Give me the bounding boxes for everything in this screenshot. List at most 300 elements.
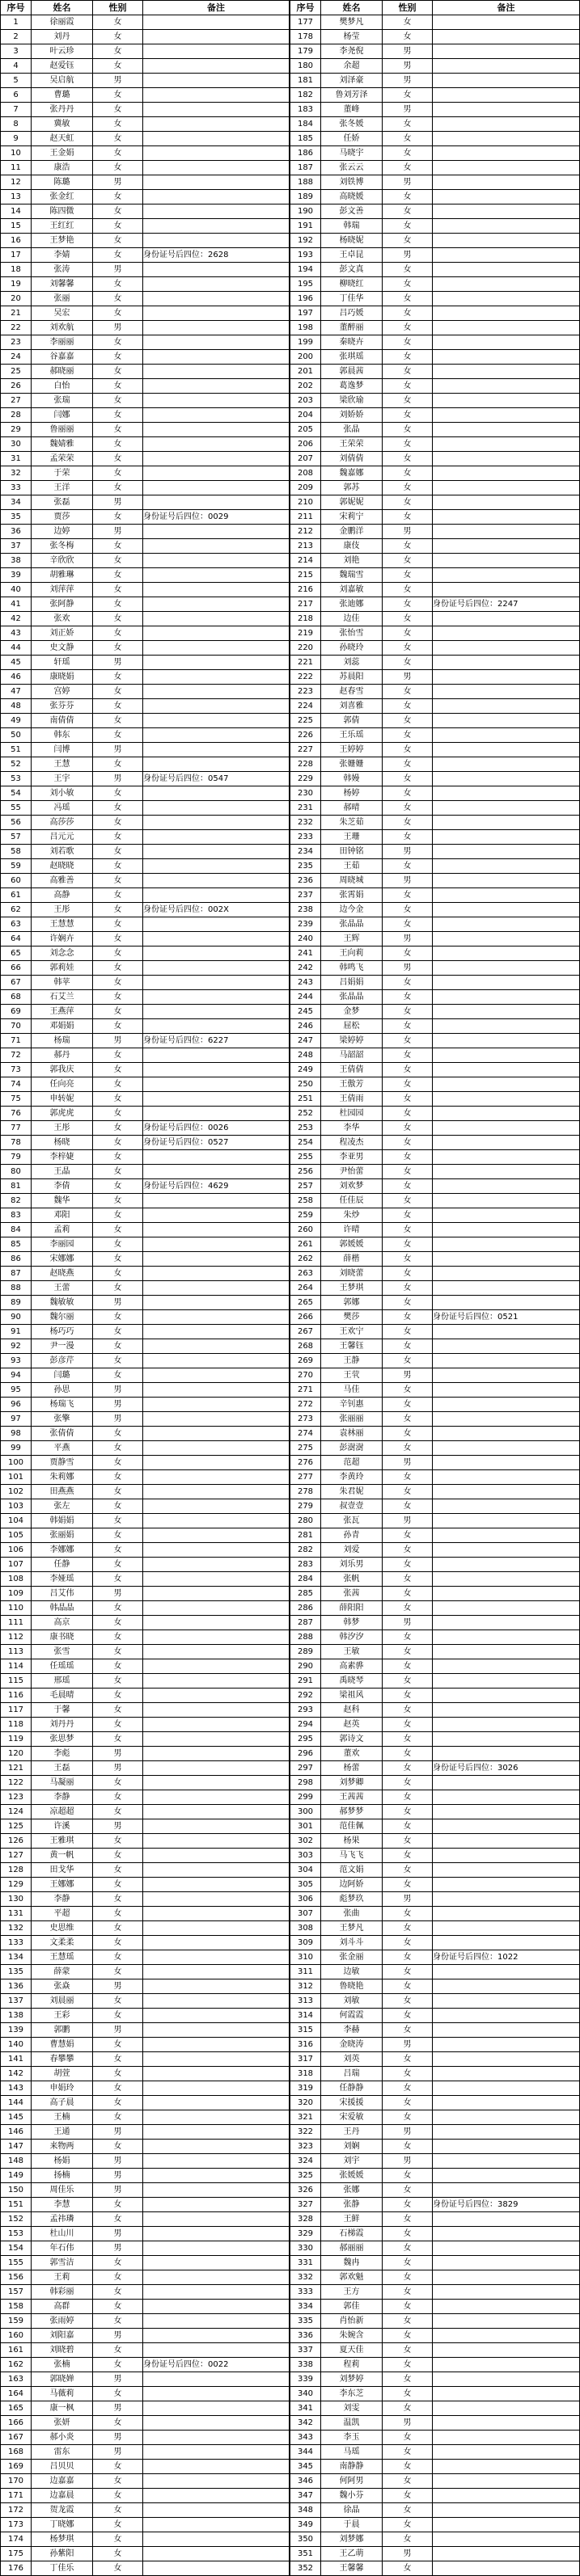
row-name: 王蕾	[32, 1281, 93, 1296]
row-note	[433, 1252, 580, 1267]
row-gender: 男	[383, 1368, 433, 1383]
row-gender: 女	[93, 1674, 143, 1689]
row-index: 15	[1, 219, 32, 234]
row-note	[433, 2314, 580, 2329]
table-row	[290, 1194, 580, 1208]
row-index: 89	[1, 1296, 32, 1310]
row-name: 胡雅琳	[32, 568, 93, 583]
row-gender: 女	[93, 510, 143, 525]
table-row	[290, 1645, 580, 1659]
row-name: 张磊	[32, 495, 93, 510]
row-note	[143, 1616, 290, 1630]
row-gender: 女	[93, 1849, 143, 1863]
row-index: 53	[1, 772, 32, 786]
row-index: 195	[290, 277, 321, 292]
row-note	[433, 2561, 580, 2576]
row-index: 333	[290, 2285, 321, 2300]
row-gender: 女	[93, 685, 143, 699]
row-gender: 男	[93, 2227, 143, 2241]
table-row	[1, 641, 290, 656]
table-row	[290, 1063, 580, 1077]
row-index: 263	[290, 1267, 321, 1281]
row-gender: 女	[383, 816, 433, 830]
row-note	[143, 1630, 290, 1645]
table-row	[1, 437, 290, 452]
table-row	[1, 2081, 290, 2096]
row-gender: 男	[93, 2183, 143, 2198]
row-note	[143, 1077, 290, 1092]
row-note	[143, 423, 290, 437]
row-index: 148	[1, 2154, 32, 2169]
row-index: 336	[290, 2329, 321, 2343]
row-name: 郝晓丽	[32, 365, 93, 379]
row-gender: 女	[383, 1179, 433, 1194]
table-row	[290, 1718, 580, 1732]
row-name: 张楠	[32, 2358, 93, 2372]
row-name: 王婷婷	[321, 743, 383, 757]
row-index: 21	[1, 306, 32, 321]
row-note	[143, 306, 290, 321]
row-note	[433, 1790, 580, 1805]
table-row	[1, 2401, 290, 2416]
row-note	[143, 2416, 290, 2431]
row-index: 324	[290, 2154, 321, 2169]
row-note	[143, 219, 290, 234]
row-name: 申转妮	[32, 1092, 93, 1107]
row-name: 马瑶	[321, 2445, 383, 2460]
row-note	[433, 1427, 580, 1441]
row-index: 224	[290, 699, 321, 714]
row-note	[143, 2445, 290, 2460]
row-note	[433, 685, 580, 699]
table-row	[290, 2125, 580, 2140]
row-name: 吕娟娟	[321, 976, 383, 990]
table-row	[1, 1878, 290, 1892]
row-name: 王晶	[32, 1165, 93, 1179]
row-name: 郝晴	[321, 801, 383, 816]
row-index: 121	[1, 1761, 32, 1776]
row-note	[143, 2532, 290, 2547]
row-name: 赵春雪	[321, 685, 383, 699]
row-note	[143, 2547, 290, 2561]
row-note	[143, 1878, 290, 1892]
table-row	[1, 932, 290, 947]
row-name: 张擎	[32, 1412, 93, 1427]
row-name: 吕元元	[32, 830, 93, 845]
row-name: 刘念念	[32, 947, 93, 961]
table-row	[1, 1747, 290, 1761]
row-index: 60	[1, 874, 32, 888]
row-note	[433, 1994, 580, 2009]
row-index: 227	[290, 743, 321, 757]
row-gender: 女	[383, 1121, 433, 1136]
row-index: 84	[1, 1223, 32, 1237]
row-index: 109	[1, 1587, 32, 1601]
table-row	[290, 641, 580, 656]
row-index: 72	[1, 1048, 32, 1063]
row-index: 244	[290, 990, 321, 1005]
row-gender: 女	[93, 830, 143, 845]
row-note	[143, 1965, 290, 1979]
row-name: 禹晓琴	[321, 1674, 383, 1689]
row-name: 魏冉	[321, 2256, 383, 2270]
row-name: 刘倩倩	[321, 452, 383, 466]
table-row	[1, 1805, 290, 1819]
row-gender: 女	[383, 277, 433, 292]
row-index: 123	[1, 1790, 32, 1805]
row-gender: 女	[93, 365, 143, 379]
row-note	[143, 2256, 290, 2270]
row-note	[433, 44, 580, 59]
row-index: 83	[1, 1208, 32, 1223]
table-row	[290, 583, 580, 597]
row-note	[433, 103, 580, 117]
table-row	[290, 1121, 580, 1136]
row-index: 216	[290, 583, 321, 597]
row-note	[433, 321, 580, 335]
table-row	[290, 2270, 580, 2285]
row-note	[433, 874, 580, 888]
row-name: 朱芝茹	[321, 816, 383, 830]
table-row	[1, 2198, 290, 2212]
row-index: 131	[1, 1907, 32, 1921]
row-name: 孟莉	[32, 1223, 93, 1237]
row-note	[143, 2241, 290, 2256]
row-gender: 女	[93, 1121, 143, 1136]
row-name: 高静	[32, 888, 93, 903]
table-row	[290, 1819, 580, 1834]
row-gender: 女	[93, 1528, 143, 1543]
row-index: 231	[290, 801, 321, 816]
row-index: 125	[1, 1819, 32, 1834]
row-name: 刘梦娜	[321, 2532, 383, 2547]
row-name: 平超	[32, 1907, 93, 1921]
table-row	[290, 1208, 580, 1223]
row-gender: 女	[383, 1907, 433, 1921]
row-index: 33	[1, 481, 32, 495]
row-gender: 男	[93, 1761, 143, 1776]
table-row	[1, 161, 290, 175]
row-note	[433, 656, 580, 670]
row-note	[143, 1558, 290, 1572]
table-row	[1, 2372, 290, 2387]
row-note	[143, 728, 290, 743]
table-row	[1, 1194, 290, 1208]
row-name: 朱莉娜	[32, 1470, 93, 1485]
table-row	[1, 699, 290, 714]
row-gender: 女	[93, 1790, 143, 1805]
table-row	[290, 1267, 580, 1281]
row-name: 马韶韶	[321, 1048, 383, 1063]
row-note	[433, 2125, 580, 2140]
row-gender: 女	[93, 466, 143, 481]
table-row	[1, 1092, 290, 1107]
row-index: 294	[290, 1718, 321, 1732]
row-note	[433, 2358, 580, 2372]
row-index: 266	[290, 1310, 321, 1325]
row-gender: 男	[383, 2038, 433, 2052]
row-gender: 女	[93, 990, 143, 1005]
row-name: 文柔柔	[32, 1936, 93, 1950]
row-name: 薛阳阳	[321, 1601, 383, 1616]
row-index: 315	[290, 2023, 321, 2038]
row-note	[143, 699, 290, 714]
row-gender: 女	[93, 204, 143, 219]
table-row	[290, 2241, 580, 2256]
row-name: 陈四微	[32, 204, 93, 219]
row-name: 王辉	[321, 932, 383, 947]
table-row	[1, 2387, 290, 2401]
row-note	[433, 161, 580, 175]
row-gender: 女	[93, 394, 143, 408]
row-index: 199	[290, 335, 321, 350]
row-index: 85	[1, 1237, 32, 1252]
row-name: 王梦琪	[321, 1281, 383, 1296]
row-index: 211	[290, 510, 321, 525]
row-note	[143, 1572, 290, 1587]
row-index: 276	[290, 1456, 321, 1470]
row-note	[433, 234, 580, 248]
row-gender: 男	[383, 2547, 433, 2561]
row-name: 何霞霞	[321, 2009, 383, 2023]
table-row	[290, 1368, 580, 1383]
table-row	[290, 1907, 580, 1921]
row-name: 李东芝	[321, 2387, 383, 2401]
row-index: 144	[1, 2096, 32, 2110]
row-gender: 男	[93, 2241, 143, 2256]
row-index: 225	[290, 714, 321, 728]
row-gender: 女	[93, 2387, 143, 2401]
row-gender: 女	[383, 1587, 433, 1601]
row-name: 张茜	[321, 1587, 383, 1601]
row-name: 魏尔丽	[32, 1310, 93, 1325]
table-row	[290, 1747, 580, 1761]
row-name: 周晓城	[321, 874, 383, 888]
row-gender: 女	[383, 568, 433, 583]
row-name: 王静	[321, 1354, 383, 1368]
row-gender: 女	[383, 699, 433, 714]
row-name: 张雨婷	[32, 2314, 93, 2329]
row-name: 王乙萌	[321, 2547, 383, 2561]
row-note	[433, 1136, 580, 1150]
row-index: 206	[290, 437, 321, 452]
row-gender: 女	[93, 1325, 143, 1339]
row-name: 张妍	[32, 2416, 93, 2431]
table-row	[1, 1703, 290, 1718]
row-gender: 女	[93, 2256, 143, 2270]
row-note	[433, 30, 580, 44]
row-gender: 女	[383, 1398, 433, 1412]
row-note	[143, 641, 290, 656]
row-gender: 女	[383, 1077, 433, 1092]
table-row	[1, 1819, 290, 1834]
row-name: 边嘉嘉	[32, 2474, 93, 2489]
row-gender: 女	[383, 466, 433, 481]
row-index: 301	[290, 1819, 321, 1834]
row-index: 246	[290, 1019, 321, 1034]
row-gender: 女	[383, 626, 433, 641]
row-name: 康伎	[321, 539, 383, 554]
row-note	[433, 1005, 580, 1019]
table-row	[1, 2329, 290, 2343]
row-note	[143, 437, 290, 452]
table-row	[290, 74, 580, 88]
table-row	[290, 2518, 580, 2532]
row-note	[433, 757, 580, 772]
table-row	[290, 335, 580, 350]
table-row	[290, 15, 580, 30]
row-gender: 男	[93, 525, 143, 539]
row-name: 许娴卉	[32, 932, 93, 947]
table-row	[290, 757, 580, 772]
row-name: 刘嘉敏	[321, 583, 383, 597]
row-name: 宋援援	[321, 2096, 383, 2110]
row-index: 142	[1, 2067, 32, 2081]
row-name: 丁佳华	[321, 292, 383, 306]
row-gender: 女	[383, 685, 433, 699]
table-row	[290, 714, 580, 728]
row-note	[433, 437, 580, 452]
table-row	[1, 1834, 290, 1849]
row-note	[433, 1107, 580, 1121]
row-name: 冯瑶	[32, 801, 93, 816]
table-row	[290, 2154, 580, 2169]
table-row	[1, 1456, 290, 1470]
row-name: 吴宏	[32, 306, 93, 321]
row-note	[143, 2009, 290, 2023]
table-row	[290, 1499, 580, 1514]
row-name: 高晓媛	[321, 190, 383, 204]
row-index: 171	[1, 2489, 32, 2503]
row-name: 彭文善	[321, 204, 383, 219]
row-name: 薛蒙	[32, 1965, 93, 1979]
row-name: 韩瑞	[321, 219, 383, 234]
table-row	[290, 190, 580, 204]
row-gender: 女	[93, 1267, 143, 1281]
row-note	[433, 612, 580, 626]
row-index: 137	[1, 1994, 32, 2009]
row-note	[433, 830, 580, 845]
row-gender: 女	[383, 1776, 433, 1790]
table-row	[290, 379, 580, 394]
row-gender: 女	[383, 1572, 433, 1587]
row-gender: 女	[93, 2460, 143, 2474]
row-name: 韩梦	[321, 1616, 383, 1630]
row-index: 232	[290, 816, 321, 830]
table-row	[290, 1136, 580, 1150]
row-name: 康书晓	[32, 1630, 93, 1645]
row-note	[143, 2474, 290, 2489]
row-name: 杨梦琪	[32, 2532, 93, 2547]
table-row	[1, 1907, 290, 1921]
row-name: 刘雯	[321, 2401, 383, 2416]
row-note	[143, 466, 290, 481]
row-note	[143, 15, 290, 30]
row-index: 110	[1, 1601, 32, 1616]
row-index: 202	[290, 379, 321, 394]
row-gender: 女	[93, 539, 143, 554]
row-name: 春攀攀	[32, 2052, 93, 2067]
row-note	[433, 204, 580, 219]
row-note: 身份证号后四位：3026	[433, 1761, 580, 1776]
row-name: 张思梦	[32, 1732, 93, 1747]
table-row	[290, 1281, 580, 1296]
row-note	[433, 1659, 580, 1674]
row-note	[433, 1819, 580, 1834]
row-index: 71	[1, 1034, 32, 1048]
header-index: 序号	[290, 1, 321, 15]
row-index: 346	[290, 2474, 321, 2489]
row-gender: 女	[93, 1878, 143, 1892]
row-index: 317	[290, 2052, 321, 2067]
row-note: 身份证号后四位：002X	[143, 903, 290, 917]
row-index: 233	[290, 830, 321, 845]
row-note	[433, 2241, 580, 2256]
table-row	[290, 495, 580, 510]
row-note	[433, 452, 580, 466]
table-row	[290, 1398, 580, 1412]
row-gender: 女	[383, 1339, 433, 1354]
header-note: 备注	[143, 1, 290, 15]
row-gender: 女	[383, 2023, 433, 2038]
row-gender: 女	[383, 2052, 433, 2067]
row-name: 薛楷	[321, 1252, 383, 1267]
row-name: 鲁刘芳泽	[321, 88, 383, 103]
row-gender: 女	[93, 1732, 143, 1747]
table-row	[290, 219, 580, 234]
table-row	[1, 1965, 290, 1979]
table-row	[1, 554, 290, 568]
row-note	[143, 1107, 290, 1121]
row-name: 边嘉晨	[32, 2489, 93, 2503]
row-name: 吕巧媛	[321, 306, 383, 321]
row-index: 22	[1, 321, 32, 335]
row-gender: 女	[93, 1063, 143, 1077]
row-name: 马飞飞	[321, 1849, 383, 1863]
row-index: 189	[290, 190, 321, 204]
table-row	[1, 146, 290, 161]
row-note	[143, 495, 290, 510]
table-row	[290, 917, 580, 932]
row-index: 255	[290, 1150, 321, 1165]
row-gender: 女	[383, 1936, 433, 1950]
table-row	[1, 423, 290, 437]
table-row	[290, 394, 580, 408]
row-name: 张丹丹	[32, 103, 93, 117]
row-note	[433, 248, 580, 263]
row-note	[143, 1907, 290, 1921]
row-note	[433, 947, 580, 961]
table-row	[290, 2169, 580, 2183]
row-note: 身份证号后四位：6227	[143, 1034, 290, 1048]
row-index: 249	[290, 1063, 321, 1077]
row-name: 南静静	[321, 2460, 383, 2474]
row-gender: 女	[383, 1048, 433, 1063]
table-row	[1, 2460, 290, 2474]
row-name: 李亚男	[321, 1150, 383, 1165]
row-name: 刘铁博	[321, 175, 383, 190]
row-index: 138	[1, 2009, 32, 2023]
row-note	[143, 1819, 290, 1834]
row-name: 孙思	[32, 1383, 93, 1398]
row-name: 彭彦芹	[32, 1354, 93, 1368]
row-note	[433, 2503, 580, 2518]
row-gender: 女	[93, 597, 143, 612]
row-name: 任静静	[321, 2081, 383, 2096]
row-index: 75	[1, 1092, 32, 1107]
row-name: 张云云	[321, 161, 383, 175]
row-index: 127	[1, 1849, 32, 1863]
